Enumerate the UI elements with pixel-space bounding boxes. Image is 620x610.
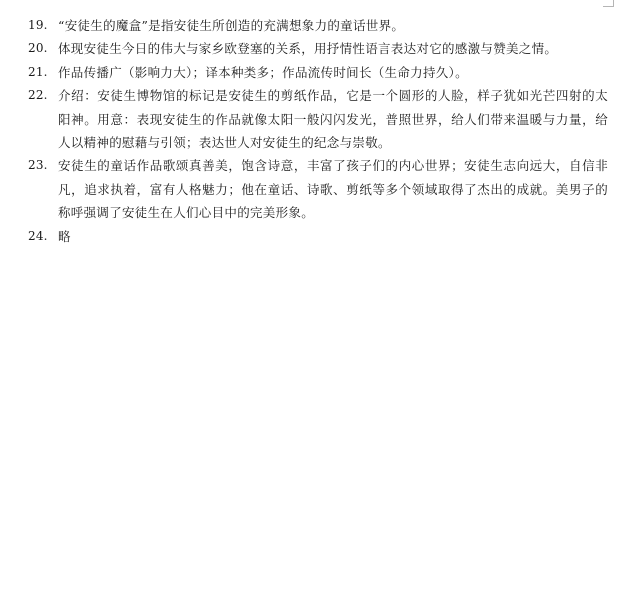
answer-number: 19.	[28, 18, 48, 32]
answer-item-24	[28, 225, 608, 248]
answer-text: 安徒生的童话作品歌颂真善美，饱含诗意，丰富了孩子们的内心世界；安徒生志向远大，自信非凡，追求执着，富有人格魅力；他在童话、诗歌、剪纸等多个领域取得了杰出的成就。美男子的称呼强调了安徒生在人们心目中的完美形象。	[58, 158, 608, 221]
answer-item-21	[28, 61, 608, 84]
answer-number: 24.	[28, 228, 48, 243]
answer-number: 22.	[28, 88, 48, 103]
answer-item-23	[28, 154, 608, 224]
answer-number: 21.	[28, 64, 48, 79]
answer-text: 作品传播广（影响力大）；译本种类多；作品流传时间长（生命力持久）。	[58, 64, 468, 80]
answer-list	[28, 14, 608, 248]
answer-text: “安徒生的魔盒”是指安徒生所创造的充满想象力的童话世界。	[58, 18, 405, 33]
page-corner-mark	[603, 0, 614, 7]
answer-item-22	[28, 84, 608, 154]
answer-number: 20.	[28, 41, 48, 56]
answer-text: 体现安徒生今日的伟大与家乡欧登塞的关系，用抒情性语言表达对它的感激与赞美之情。	[58, 41, 558, 57]
answer-item-19	[28, 14, 608, 37]
answer-number: 23.	[28, 158, 48, 173]
answer-text: 介绍：安徒生博物馆的标记是安徒生的剪纸作品，它是一个圆形的人脸，样子犹如光芒四射的太阳神。用意：表现安徒生的作品就像太阳一般闪闪发光，普照世界，给人们带来温暖与力量，给人以精神的慰藉与引领；表达世人对安徒生的纪念与崇敬。	[58, 88, 608, 151]
answer-text: 略	[58, 228, 71, 244]
answer-item-20	[28, 37, 608, 60]
